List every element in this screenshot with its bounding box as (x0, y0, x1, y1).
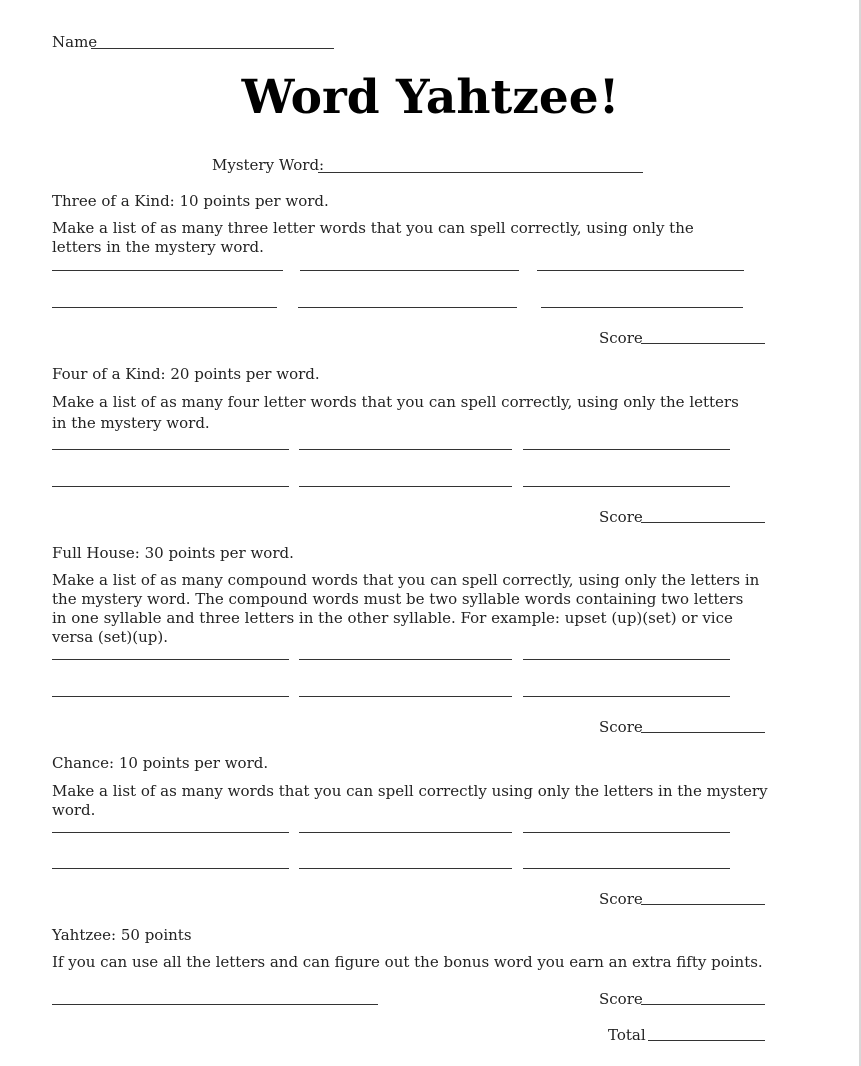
answer-line[interactable] (523, 486, 730, 487)
answer-line[interactable] (52, 832, 289, 833)
answer-line[interactable] (300, 270, 519, 271)
full-house-instructions: Make a list of as many compound words that you can spell correctly, using only the letters in the mystery word. The compound words must be two syllable words containing two letters in one syllable and three letters in the other syllable. For example: upset (up)(set) or vice versa (set)(up). (52, 571, 760, 646)
answer-line[interactable] (523, 832, 730, 833)
answer-line[interactable] (52, 486, 289, 487)
answer-line[interactable] (298, 307, 517, 308)
answer-line[interactable] (52, 449, 289, 450)
score-field[interactable] (641, 522, 765, 523)
answer-line[interactable] (52, 270, 283, 271)
score-label: Score (599, 718, 643, 736)
answer-line[interactable] (537, 270, 744, 271)
answer-line[interactable] (299, 832, 512, 833)
answer-line[interactable] (523, 449, 730, 450)
score-label: Score (599, 890, 643, 908)
score-label: Score (599, 990, 643, 1008)
answer-line[interactable] (52, 868, 289, 869)
total-label: Total (608, 1026, 646, 1044)
answer-line[interactable] (541, 307, 743, 308)
name-label: Name (52, 33, 98, 51)
answer-line[interactable] (523, 868, 730, 869)
score-label: Score (599, 329, 643, 347)
page-title: Word Yahtzee! (241, 70, 620, 125)
answer-line[interactable] (299, 696, 512, 697)
four-of-a-kind-heading: Four of a Kind: 20 points per word. (52, 365, 320, 383)
score-field[interactable] (641, 904, 765, 905)
answer-line[interactable] (299, 868, 512, 869)
mystery-word-field[interactable] (318, 172, 643, 173)
three-of-a-kind-heading: Three of a Kind: 10 points per word. (52, 192, 329, 210)
bonus-word-field[interactable] (52, 1004, 378, 1005)
answer-line[interactable] (52, 659, 289, 660)
answer-line[interactable] (523, 659, 730, 660)
three-of-a-kind-instructions: Make a list of as many three letter words that you can spell correctly, using only the letters in the mystery word. (52, 219, 694, 256)
score-field[interactable] (641, 343, 765, 344)
yahtzee-heading: Yahtzee: 50 points (52, 926, 192, 944)
score-field[interactable] (641, 732, 765, 733)
answer-line[interactable] (299, 486, 512, 487)
mystery-word-label: Mystery Word: (212, 156, 325, 174)
total-field[interactable] (648, 1040, 765, 1041)
score-label: Score (599, 508, 643, 526)
answer-line[interactable] (299, 449, 512, 450)
answer-line[interactable] (523, 696, 730, 697)
four-of-a-kind-instructions: Make a list of as many four letter words that you can spell correctly, using only the letters in the mystery word. (52, 393, 739, 432)
score-field[interactable] (641, 1004, 765, 1005)
full-house-heading: Full House: 30 points per word. (52, 544, 294, 562)
answer-line[interactable] (52, 307, 277, 308)
chance-heading: Chance: 10 points per word. (52, 754, 269, 772)
name-field[interactable] (91, 48, 334, 49)
yahtzee-instructions: If you can use all the letters and can figure out the bonus word you earn an extra fifty points. (52, 953, 763, 971)
chance-instructions: Make a list of as many words that you can spell correctly using only the letters in the mystery word. (52, 782, 768, 819)
answer-line[interactable] (52, 696, 289, 697)
answer-line[interactable] (299, 659, 512, 660)
